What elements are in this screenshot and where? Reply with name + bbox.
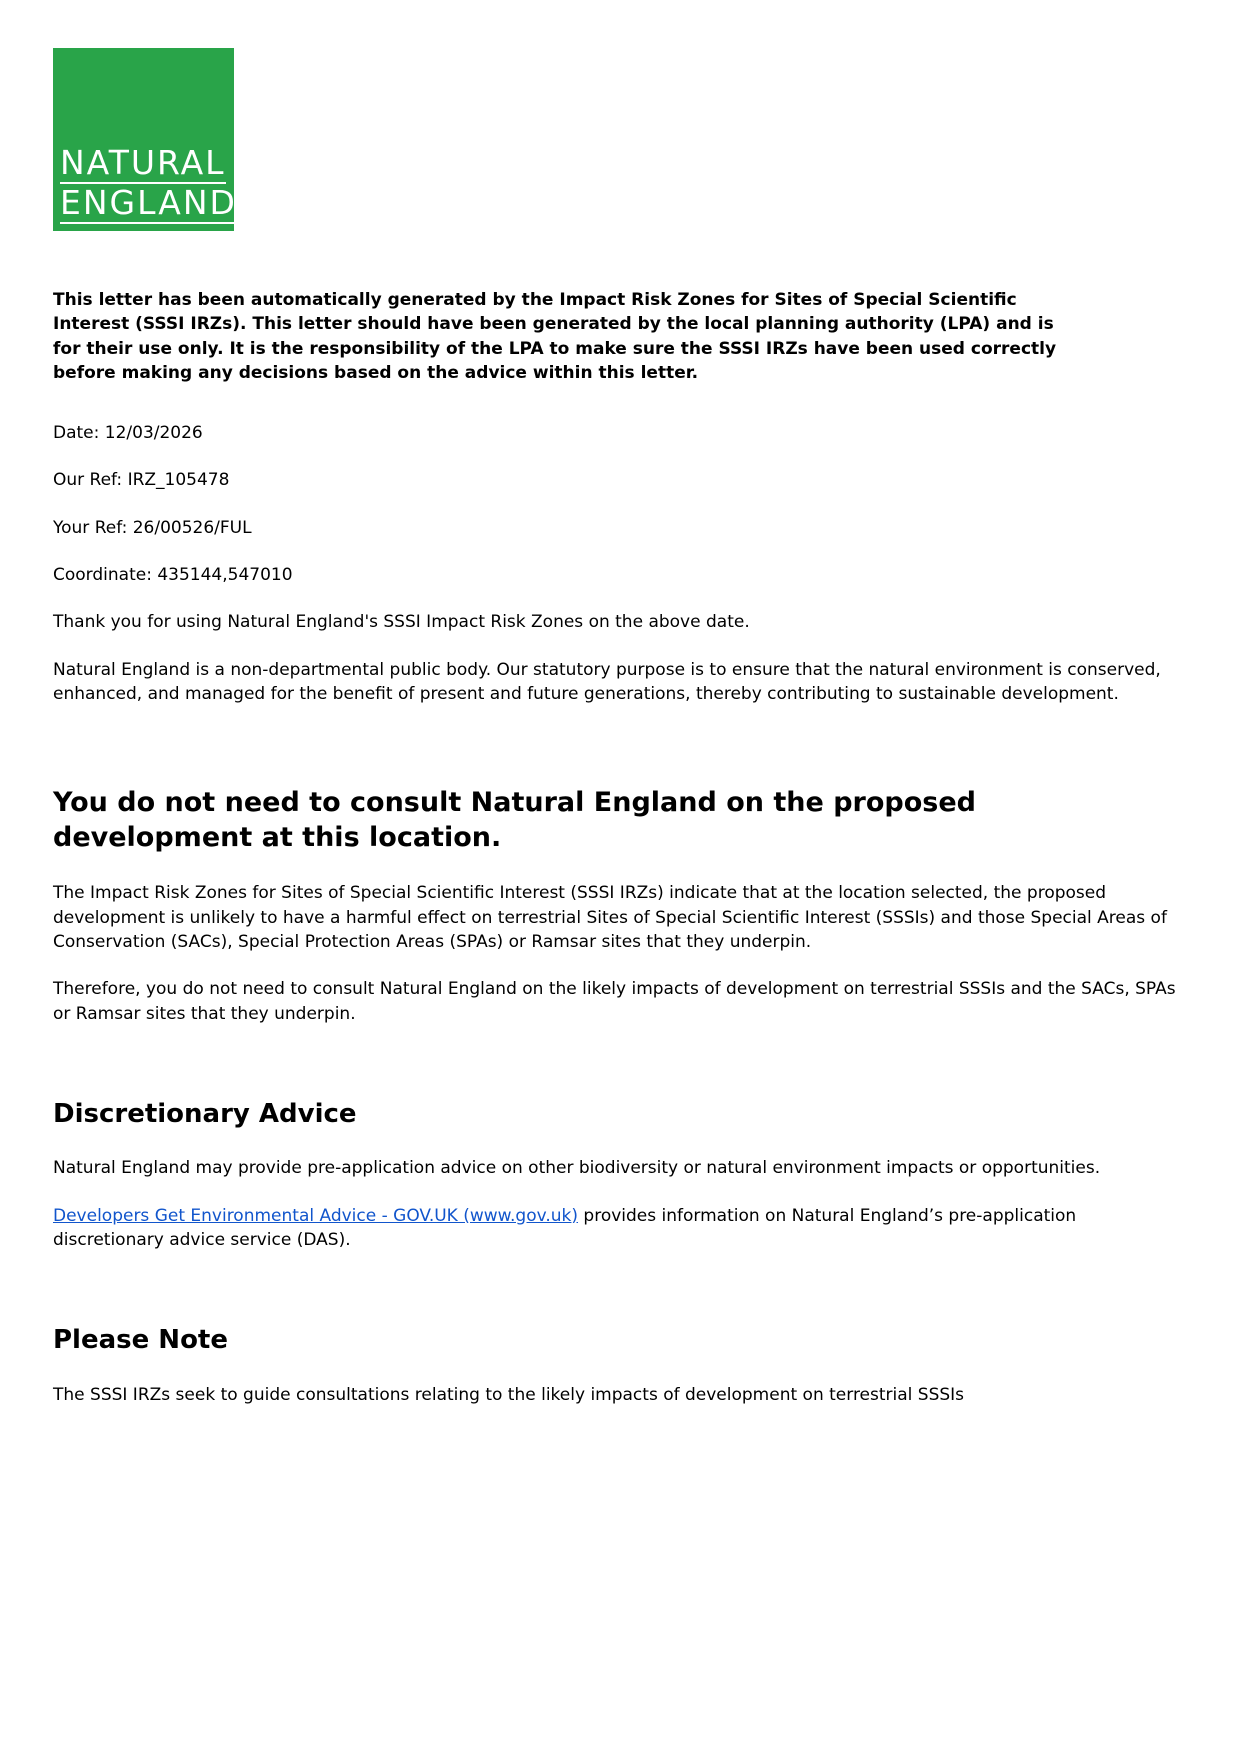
purpose-paragraph: Natural England is a non-departmental public body. Our statutory purpose is to ensure that the natural environment is conserved, enhanced, and managed for the benefit of present and future generations, thereby contributing to sustainable development. [53, 659, 1161, 704]
your-ref-line: Your Ref: 26/00526/FUL [53, 517, 252, 538]
please-note-heading: Please Note [53, 1325, 228, 1356]
decision-heading: You do not need to consult Natural England on the proposed development at this location. [53, 787, 976, 853]
thanks-paragraph: Thank you for using Natural England's SSSI Impact Risk Zones on the above date. [53, 612, 750, 633]
discretionary-paragraph-2 [53, 1204, 1186, 1253]
gov-uk-advice-link[interactable]: Developers Get Environmental Advice - GOV.UK (www.gov.uk) [53, 1205, 579, 1226]
gov-uk-advice-link-suffix: provides information on Natural England’s pre-application discretionary advice service (DAS). [53, 1205, 1077, 1250]
logo-word-england: ENGLAND [60, 183, 237, 222]
please-note-paragraph-1: The SSSI IRZs seek to guide consultations relating to the likely impacts of development on terrestrial SSSIs [53, 1384, 965, 1405]
discretionary-paragraph-1: Natural England may provide pre-application advice on other biodiversity or natural environment impacts or opportunities. [53, 1158, 1101, 1179]
natural-england-logo [53, 48, 237, 231]
coordinate-line: Coordinate: 435144,547010 [53, 565, 293, 586]
decision-paragraph-1: The Impact Risk Zones for Sites of Special Scientific Interest (SSSI IRZs) indicate that at the location selected, the proposed development is unlikely to have a harmful effect on terrestrial Sites of Special Scientific Interest (SSSIs) and those Special Areas of Conservation (SACs), Special Protection Areas (SPAs) or Ramsar sites that they underpin. [53, 883, 1167, 952]
letter-content [53, 288, 1186, 1407]
discretionary-advice-heading: Discretionary Advice [53, 1098, 357, 1129]
logo-word-natural: NATURAL [60, 143, 226, 182]
date-line: Date: 12/03/2026 [53, 423, 203, 444]
our-ref-line: Our Ref: IRZ_105478 [53, 470, 230, 491]
auto-generated-disclaimer: This letter has been automatically generated by the Impact Risk Zones for Sites of Special Scientific Interest (SSSI IRZs). This letter should have been generated by the local planning authority (LPA) and is for their use only. It is the responsibility of the LPA to make sure the SSSI IRZs have been used correctly before making any decisions based on the advice within this letter. [53, 290, 1057, 383]
decision-paragraph-2: Therefore, you do not need to consult Natural England on the likely impacts of development on terrestrial SSSIs and the SACs, SPAs or Ramsar sites that they underpin. [53, 979, 1176, 1024]
